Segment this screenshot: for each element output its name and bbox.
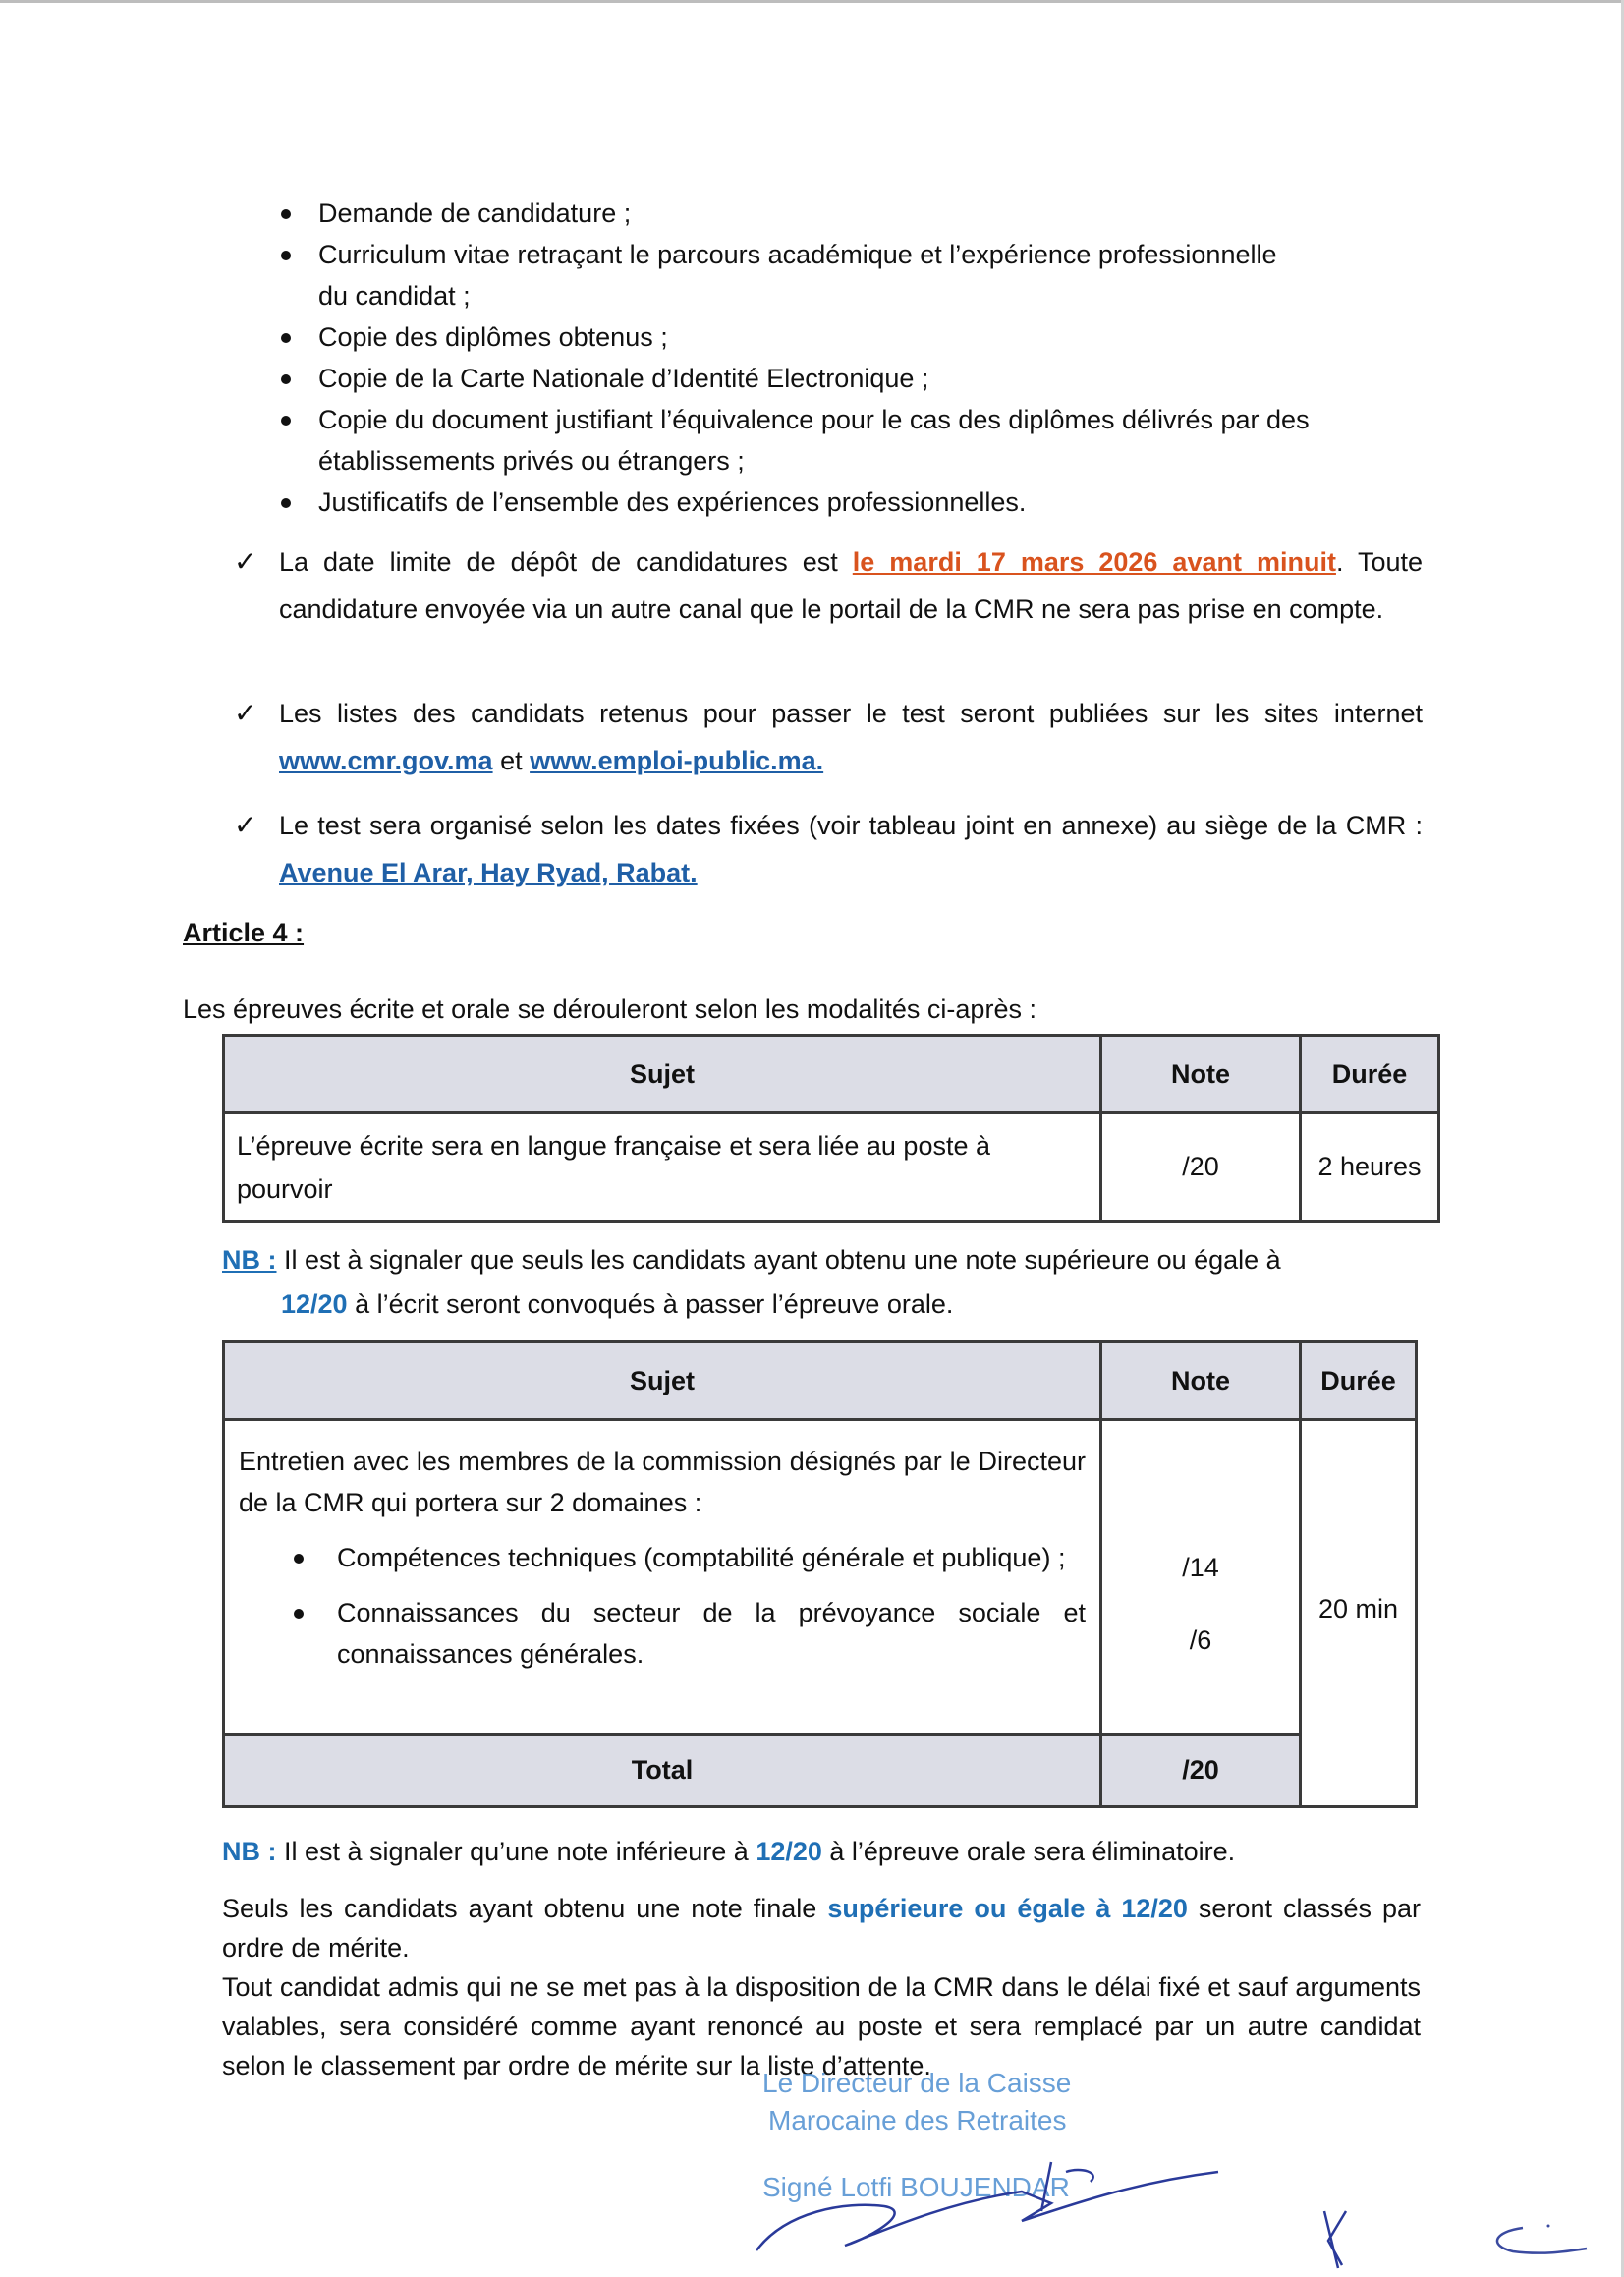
list-item: Copie de la Carte Nationale d’Identité Electronique ; — [275, 358, 1454, 399]
table-row — [224, 1420, 1417, 1735]
oral-exam-table — [222, 1340, 1418, 1808]
list-item: Compétences techniques (comptabilité générale et publique) ; — [239, 1537, 1086, 1578]
nb-label: NB : — [222, 1245, 277, 1275]
checkmark-icon: ✓ — [234, 698, 257, 728]
checkmark-icon: ✓ — [234, 546, 257, 577]
required-documents-list — [275, 193, 1454, 523]
total-label: Total — [224, 1735, 1101, 1807]
bullet-icon — [281, 498, 291, 508]
test-location-text: Le test sera organisé selon les dates fixées (voir tableau joint en annexe) au siège de la CMR : Avenue El Arar, Hay Ryad, Rabat. — [279, 811, 1423, 887]
table-header-sujet: Sujet — [224, 1036, 1101, 1113]
bullet-icon — [281, 416, 291, 426]
deadline-date: le mardi 17 mars 2026 avant minuit — [852, 547, 1336, 577]
table-header-note: Note — [1101, 1036, 1301, 1113]
nb-written-note: NB : Il est à signaler que seuls les candidats ayant obtenu une note supérieure ou égale à 12/20 à l’écrit seront convoqués à passer l’épreuve orale. — [222, 1245, 1281, 1319]
bullet-icon — [281, 251, 291, 260]
oral-notes: /14 /6 — [1101, 1420, 1301, 1735]
bullet-icon — [281, 209, 291, 219]
score-threshold: 12/20 — [756, 1837, 822, 1866]
signature-icon — [727, 2133, 1375, 2270]
written-duree: 2 heures — [1301, 1113, 1439, 1222]
initials-icon — [1316, 2201, 1356, 2275]
page-edge — [0, 0, 1624, 3]
stamp-line1: Le Directeur de la Caisse — [762, 2068, 1072, 2098]
deadline-item — [234, 539, 1423, 633]
table-header-duree: Durée — [1301, 1036, 1439, 1113]
checkmark-icon: ✓ — [234, 810, 257, 840]
stamp-signed: Signé Lotfi BOUJENDAR — [762, 2172, 1070, 2202]
oral-intro: Entretien avec les membres de la commission désignés par le Directeur de la CMR qui portera sur 2 domaines : — [239, 1447, 1086, 1517]
ranking-threshold: supérieure ou égale à 12/20 — [827, 1894, 1188, 1923]
table-header-duree: Durée — [1301, 1342, 1417, 1420]
test-location-item — [234, 802, 1423, 896]
written-exam-table — [222, 1034, 1440, 1223]
table-row — [224, 1113, 1439, 1222]
publication-item — [234, 690, 1423, 784]
initials-icon — [1484, 2216, 1592, 2265]
bullet-icon — [294, 1609, 304, 1619]
list-item: Justificatifs de l’ensemble des expériences professionnelles. — [275, 482, 1454, 523]
list-item: Curriculum vitae retraçant le parcours académique et l’expérience professionnelle du candidat ; — [275, 234, 1454, 316]
score-threshold: 12/20 — [281, 1289, 348, 1319]
article-intro: Les épreuves écrite et orale se dérouleront selon les modalités ci-après : — [183, 995, 1036, 1024]
publication-text: Les listes des candidats retenus pour passer le test seront publiées sur les sites internet www.cmr.gov.ma et www.emploi-public.ma. — [279, 699, 1423, 775]
written-note: /20 — [1101, 1113, 1301, 1222]
cmr-website-link[interactable]: www.cmr.gov.ma — [279, 746, 493, 775]
bullet-icon — [294, 1554, 304, 1564]
withdrawal-paragraph: Tout candidat admis qui ne se met pas à la disposition de la CMR dans le délai fixé et sauf arguments valables, sera considéré comme ayant renoncé au poste et sera remplacé par un autre candidat selon le classement par ordre de mérite sur la liste d’attente. — [222, 1972, 1421, 2080]
table-header-sujet: Sujet — [224, 1342, 1101, 1420]
bullet-icon — [281, 374, 291, 384]
nb-oral-note: NB : Il est à signaler qu’une note inférieure à 12/20 à l’épreuve orale sera éliminatoire. — [222, 1837, 1236, 1866]
total-note: /20 — [1101, 1735, 1301, 1807]
table-header-note: Note — [1101, 1342, 1301, 1420]
stamp-line2: Marocaine des Retraites — [768, 2105, 1067, 2135]
ranking-paragraph: Seuls les candidats ayant obtenu une note finale supérieure ou égale à 12/20 seront classés par ordre de mérite. — [222, 1894, 1421, 1963]
table-total-row — [224, 1735, 1417, 1807]
list-item: Copie du document justifiant l’équivalence pour le cas des diplômes délivrés par des établissements privés ou étrangers ; — [275, 399, 1454, 482]
nb-label: NB : — [222, 1837, 277, 1866]
list-item: Demande de candidature ; — [275, 193, 1454, 234]
oral-duree: 20 min — [1301, 1420, 1417, 1807]
bullet-icon — [281, 333, 291, 343]
address-link[interactable]: Avenue El Arar, Hay Ryad, Rabat. — [279, 858, 698, 887]
emploi-public-link[interactable]: www.emploi-public.ma. — [530, 746, 824, 775]
oral-sujet — [224, 1420, 1101, 1735]
deadline-text: La date limite de dépôt de candidatures est le mardi 17 mars 2026 avant minuit. Toute candidature envoyée via un autre canal que le portail de la CMR ne sera pas prise en compte. — [279, 547, 1423, 624]
list-item: Copie des diplômes obtenus ; — [275, 316, 1454, 358]
list-item: Connaissances du secteur de la prévoyance sociale et connaissances générales. — [239, 1592, 1086, 1675]
article-heading: Article 4 : — [183, 918, 305, 947]
written-sujet: L’épreuve écrite sera en langue française et sera liée au poste à pourvoir — [224, 1113, 1101, 1222]
